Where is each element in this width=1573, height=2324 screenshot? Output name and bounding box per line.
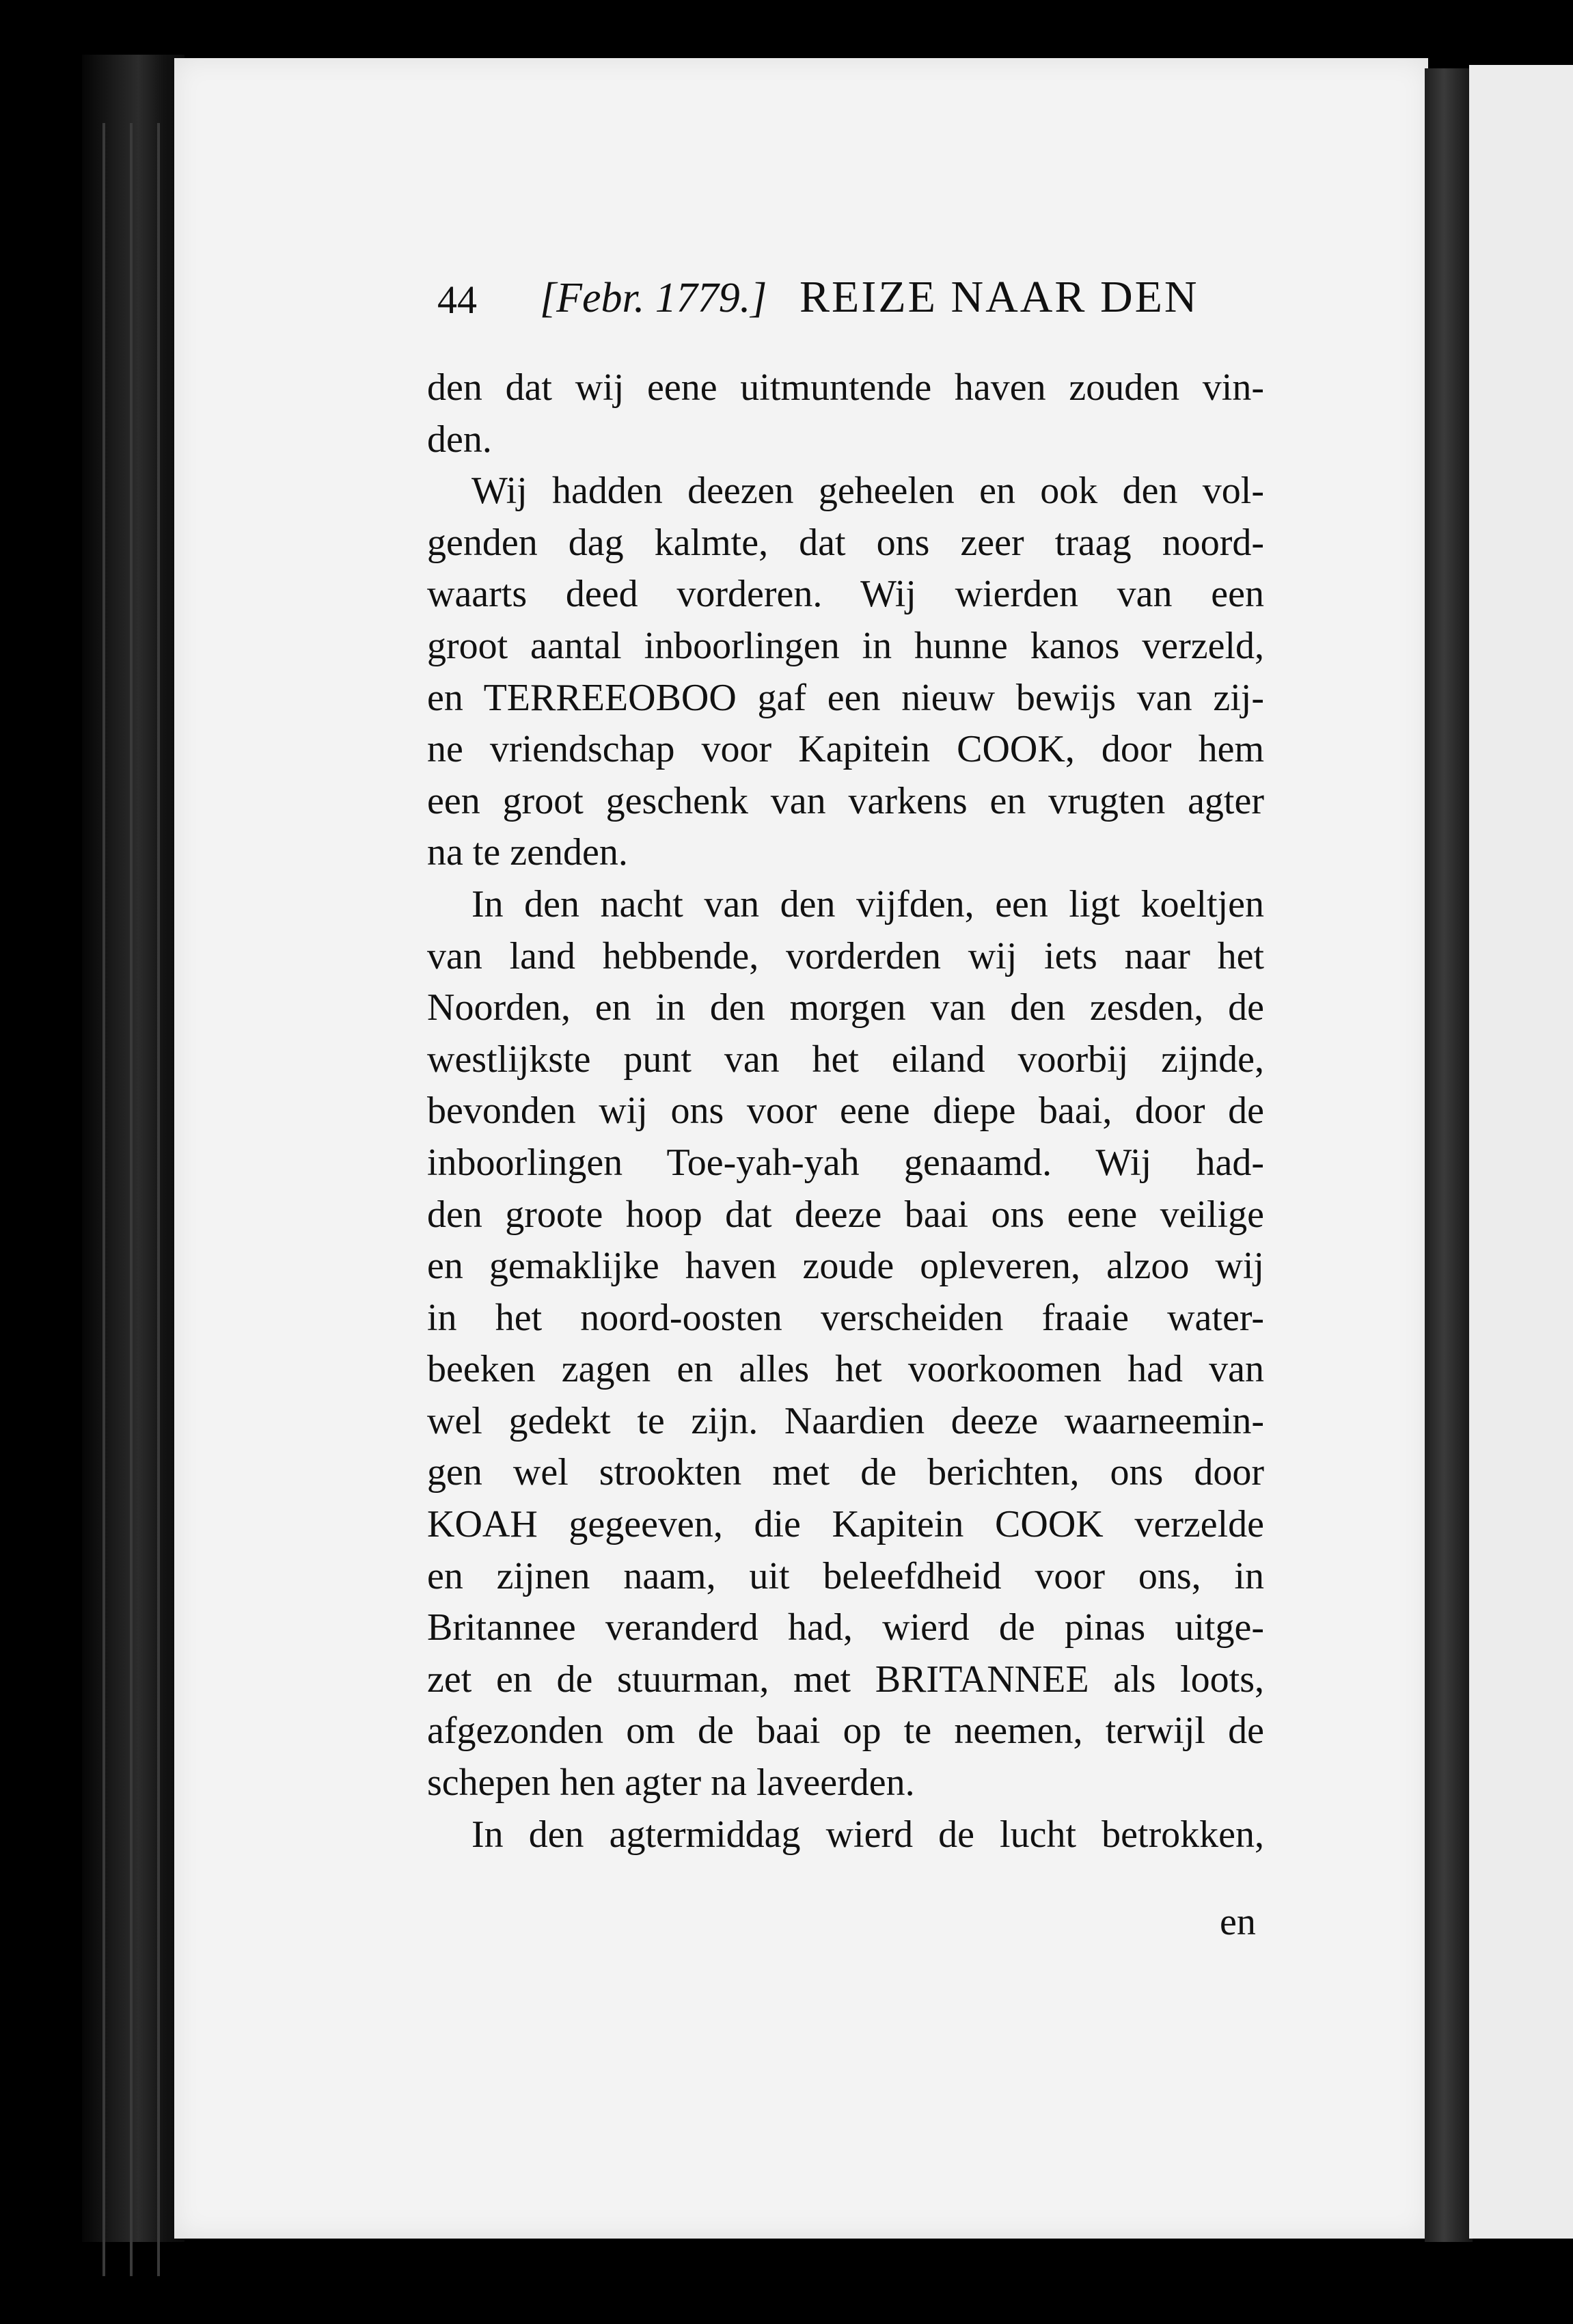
text-line: Noorden, en in den morgen van den zesden, de bbox=[427, 986, 1264, 1029]
text-line: wel gedekt te zijn. Naardien deeze waarneemin- bbox=[427, 1399, 1264, 1442]
text-line: en zijnen naam, uit beleefdheid voor ons, in bbox=[427, 1554, 1264, 1597]
text-line: ne vriendschap voor Kapitein COOK, door hem bbox=[427, 728, 1264, 771]
book-spine bbox=[82, 55, 184, 2242]
text-line: Wij hadden deezen geheelen en ook den vol- bbox=[471, 470, 1264, 513]
text-line: een groot geschenk van varkens en vrugten agter bbox=[427, 779, 1264, 822]
text-line: genden dag kalmte, dat ons zeer traag noord- bbox=[427, 521, 1264, 564]
text-line: groot aantal inboorlingen in hunne kanos verzeld, bbox=[427, 624, 1264, 667]
running-head bbox=[427, 272, 1264, 332]
text-line: Britannee veranderd had, wierd de pinas uitge- bbox=[427, 1606, 1264, 1649]
body-text bbox=[427, 362, 1264, 1861]
text-line: beeken zagen en alles het voorkoomen had van bbox=[427, 1348, 1264, 1391]
page-number: 44 bbox=[437, 278, 477, 322]
text-line: In den nacht van den vijfden, een ligt koeltjen bbox=[471, 882, 1264, 925]
text-line: gen wel strookten met de berichten, ons door bbox=[427, 1451, 1264, 1494]
running-head-title: REIZE NAAR DEN bbox=[799, 272, 1199, 322]
text-line: den groote hoop dat deeze baai ons eene veilige bbox=[427, 1193, 1264, 1236]
text-line: KOAH gegeeven, die Kapitein COOK verzelde bbox=[427, 1503, 1264, 1546]
text-line: bevonden wij ons voor eene diepe baai, door de bbox=[427, 1090, 1264, 1133]
catchword: en bbox=[1220, 1901, 1256, 1943]
spine-shadow-line bbox=[130, 123, 133, 2276]
running-head-date: [Febr. 1779.] bbox=[540, 275, 767, 321]
text-line: inboorlingen Toe-yah-yah genaamd. Wij had- bbox=[427, 1141, 1264, 1184]
next-page-edge bbox=[1469, 65, 1573, 2239]
text-line: van land hebbende, vorderden wij iets naar het bbox=[427, 934, 1264, 977]
text-line: in het noord-oosten verscheiden fraaie water- bbox=[427, 1296, 1264, 1339]
text-line: waarts deed vorderen. Wij wierden van een bbox=[427, 573, 1264, 616]
text-line: den. bbox=[427, 418, 492, 461]
page-gutter-shadow bbox=[1425, 68, 1473, 2242]
text-line: schepen hen agter na laveerden. bbox=[427, 1761, 915, 1805]
spine-shadow-line bbox=[102, 123, 105, 2276]
text-line: den dat wij eene uitmuntende haven zouden vin- bbox=[427, 366, 1264, 409]
text-line: na te zenden. bbox=[427, 831, 628, 874]
text-line: zet en de stuurman, met BRITANNEE als loots, bbox=[427, 1658, 1264, 1701]
text-line: In den agtermiddag wierd de lucht betrokken, bbox=[471, 1813, 1264, 1856]
text-line: westlijkste punt van het eiland voorbij zijnde, bbox=[427, 1038, 1264, 1081]
spine-shadow-line bbox=[157, 123, 160, 2276]
text-line: en TERREEOBOO gaf een nieuw bewijs van zij- bbox=[427, 676, 1264, 719]
text-line: en gemaklijke haven zoude opleveren, alzoo wij bbox=[427, 1245, 1264, 1288]
text-line: afgezonden om de baai op te neemen, terwijl de bbox=[427, 1710, 1264, 1753]
